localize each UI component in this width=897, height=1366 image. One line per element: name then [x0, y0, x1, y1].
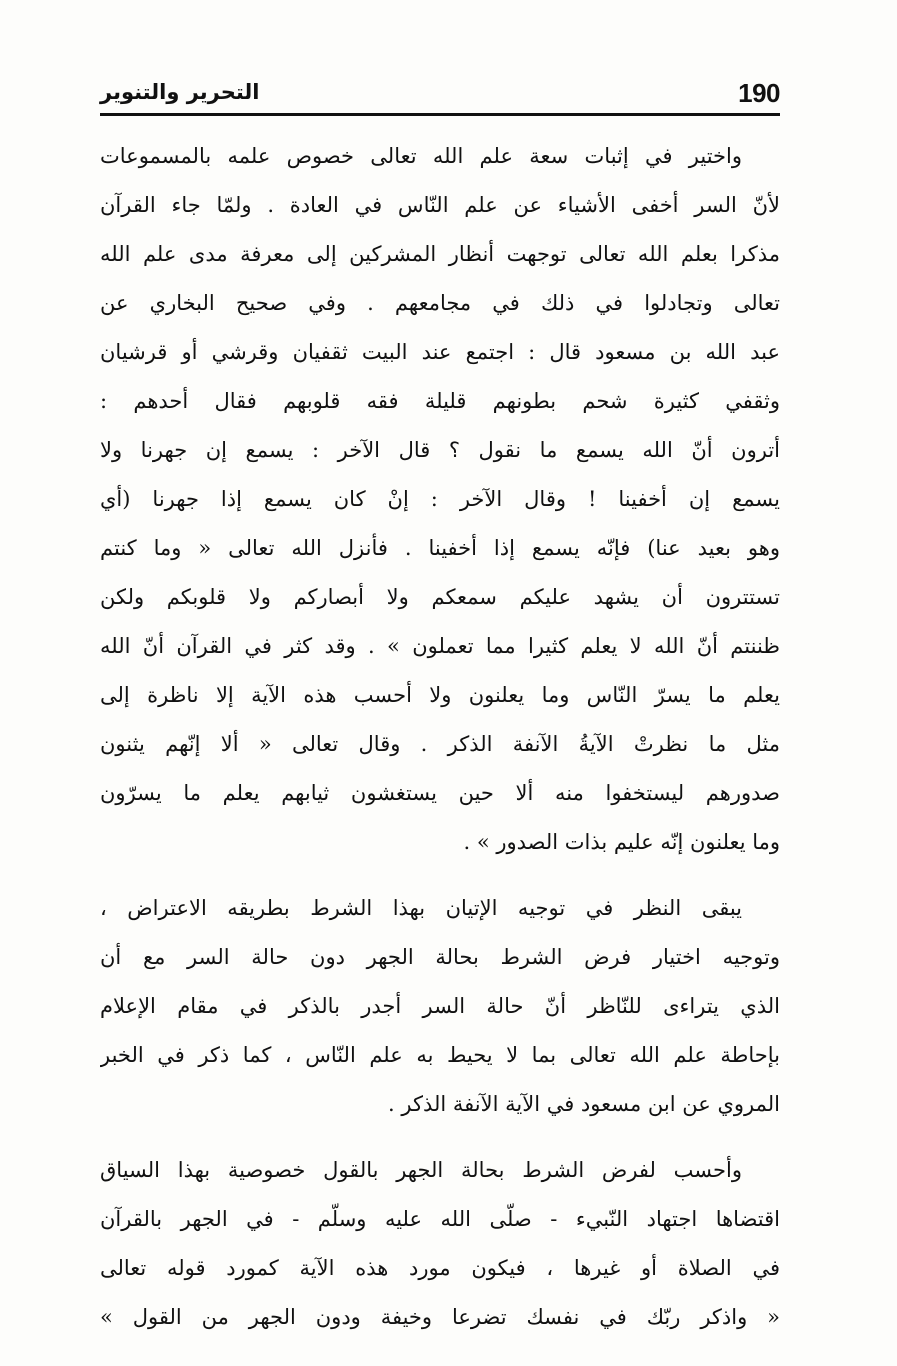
text-line: صدورهم ليستخفوا منه ألا حين يستغشون ثيابهم يعلم ما يسرّون [100, 781, 780, 805]
text-line: وثقفي كثيرة شحم بطونهم قليلة فقه قلوبهم فقال أحدهم : [100, 389, 780, 413]
text-line: في الصلاة أو غيرها ، فيكون مورد هذه الآية كمورد قوله تعالى [100, 1256, 780, 1280]
paragraph-3 [100, 1146, 780, 1342]
paragraph-gap [100, 1129, 780, 1146]
text-line: واختير في إثبات سعة علم الله تعالى خصوص علمه بالمسموعات [100, 144, 742, 168]
text-line: المروي عن ابن مسعود في الآية الآنفة الذكر . [388, 1092, 780, 1116]
text-line: عبد الله بن مسعود قال : اجتمع عند البيت ثقفيان وقرشي أو قرشيان [100, 340, 780, 364]
text-line: يسمع إن أخفينا ! وقال الآخر : إنْ كان يسمع إذا جهرنا (أي [100, 487, 780, 511]
text-line: يبقى النظر في توجيه الإتيان بهذا الشرط بطريقه الاعتراض ، [100, 896, 742, 920]
text-line: وتوجيه اختيار فرض الشرط بحالة الجهر دون حالة السر مع أن [100, 945, 780, 969]
text-line: الذي يتراءى للنّاظر أنّ حالة السر أجدر بالذكر في مقام الإعلام [100, 994, 780, 1018]
running-title: التحرير والتنوير [100, 80, 260, 104]
text-line: تعالى وتجادلوا في ذلك في مجامعهم . وفي صحيح البخاري عن [100, 291, 780, 315]
text-line: لأنّ السر أخفى الأشياء عن علم النّاس في العادة . ولمّا جاء القرآن [100, 193, 780, 217]
text-line: مثل ما نظرتْ الآيةُ الآنفة الذكر . وقال تعالى « ألا إنّهم يثنون [100, 732, 780, 756]
header-rule [100, 113, 780, 116]
paragraph-gap [100, 867, 780, 884]
page-header [100, 78, 780, 112]
text-line: أترون أنّ الله يسمع ما نقول ؟ قال الآخر : يسمع إن جهرنا ولا [100, 438, 780, 462]
text-line: بإحاطة علم الله تعالى بما لا يحيط به علم النّاس ، كما ذكر في الخبر [100, 1043, 780, 1067]
text-line: ظننتم أنّ الله لا يعلم كثيرا مما تعملون » . وقد كثر في القرآن أنّ الله [100, 634, 780, 658]
text-line: وأحسب لفرض الشرط بحالة الجهر بالقول خصوصية بهذا السياق [100, 1158, 742, 1182]
text-line: اقتضاها اجتهاد النّبيء - صلّى الله عليه وسلّم - في الجهر بالقرآن [100, 1207, 780, 1231]
page-number: 190 [738, 78, 780, 108]
text-line: « واذكر ربّك في نفسك تضرعا وخيفة ودون الجهر من القول » [100, 1305, 780, 1329]
body-text [100, 132, 780, 1342]
paragraph-2 [100, 884, 780, 1129]
text-line: مذكرا بعلم الله تعالى توجهت أنظار المشركين إلى معرفة مدى علم الله [100, 242, 780, 266]
text-line: تستترون أن يشهد عليكم سمعكم ولا أبصاركم ولا قلوبكم ولكن [100, 585, 780, 609]
paragraph-1 [100, 132, 780, 867]
text-line: يعلم ما يسرّ النّاس وما يعلنون ولا أحسب هذه الآية إلا ناظرة إلى [100, 683, 780, 707]
text-line: وما يعلنون إنّه عليم بذات الصدور » . [463, 830, 780, 854]
text-line: وهو بعيد عنا) فإنّه يسمع إذا أخفينا . فأنزل الله تعالى « وما كنتم [100, 536, 780, 560]
